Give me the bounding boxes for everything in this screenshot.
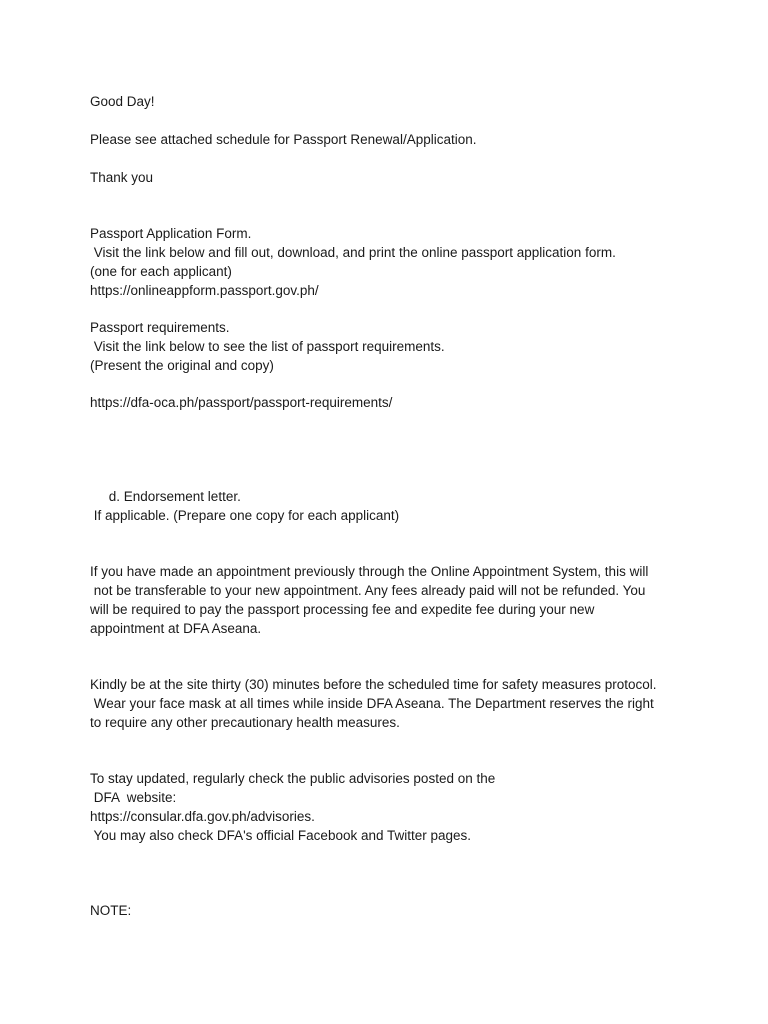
requirements-instruction: Visit the link below to see the list of passport requirements. — [90, 339, 445, 354]
appointment-line-4: appointment at DFA Aseana. — [90, 621, 262, 636]
safety-line-2: Wear your face mask at all times while inside DFA Aseana. The Department reserves the right — [90, 696, 654, 711]
endorsement-item: d. Endorsement letter. — [90, 489, 241, 504]
requirements-heading: Passport requirements. — [90, 320, 230, 335]
intro-text: Please see attached schedule for Passport Renewal/Application. — [90, 132, 477, 147]
safety-line-1: Kindly be at the site thirty (30) minutes before the scheduled time for safety measures protocol. — [90, 677, 657, 692]
advisory-line-1: To stay updated, regularly check the public advisories posted on the — [90, 771, 496, 786]
requirements-link[interactable]: https://dfa-oca.ph/passport/passport-requirements/ — [90, 395, 393, 410]
advisory-link[interactable]: https://consular.dfa.gov.ph/advisories. — [90, 809, 315, 824]
requirements-note: (Present the original and copy) — [90, 358, 274, 373]
appointment-line-1: If you have made an appointment previously through the Online Appointment System, this will — [90, 564, 649, 579]
advisory-line-4: You may also check DFA's official Facebook and Twitter pages. — [90, 828, 472, 843]
appointment-line-2: not be transferable to your new appointment. Any fees already paid will not be refunded. You — [90, 583, 646, 598]
advisory-line-2: DFA website: — [90, 790, 177, 805]
greeting: Good Day! — [90, 94, 155, 109]
thanks-text: Thank you — [90, 170, 154, 185]
safety-line-3: to require any other precautionary health measures. — [90, 715, 400, 730]
appointment-line-3: will be required to pay the passport processing fee and expedite fee during your new — [90, 602, 595, 617]
application-form-heading: Passport Application Form. — [90, 226, 252, 241]
application-form-instruction: Visit the link below and fill out, download, and print the online passport application form. — [90, 245, 616, 260]
application-form-link[interactable]: https://onlineappform.passport.gov.ph/ — [90, 283, 319, 298]
application-form-note: (one for each applicant) — [90, 264, 232, 279]
endorsement-note: If applicable. (Prepare one copy for each applicant) — [90, 508, 400, 523]
note-heading: NOTE: — [90, 903, 132, 918]
